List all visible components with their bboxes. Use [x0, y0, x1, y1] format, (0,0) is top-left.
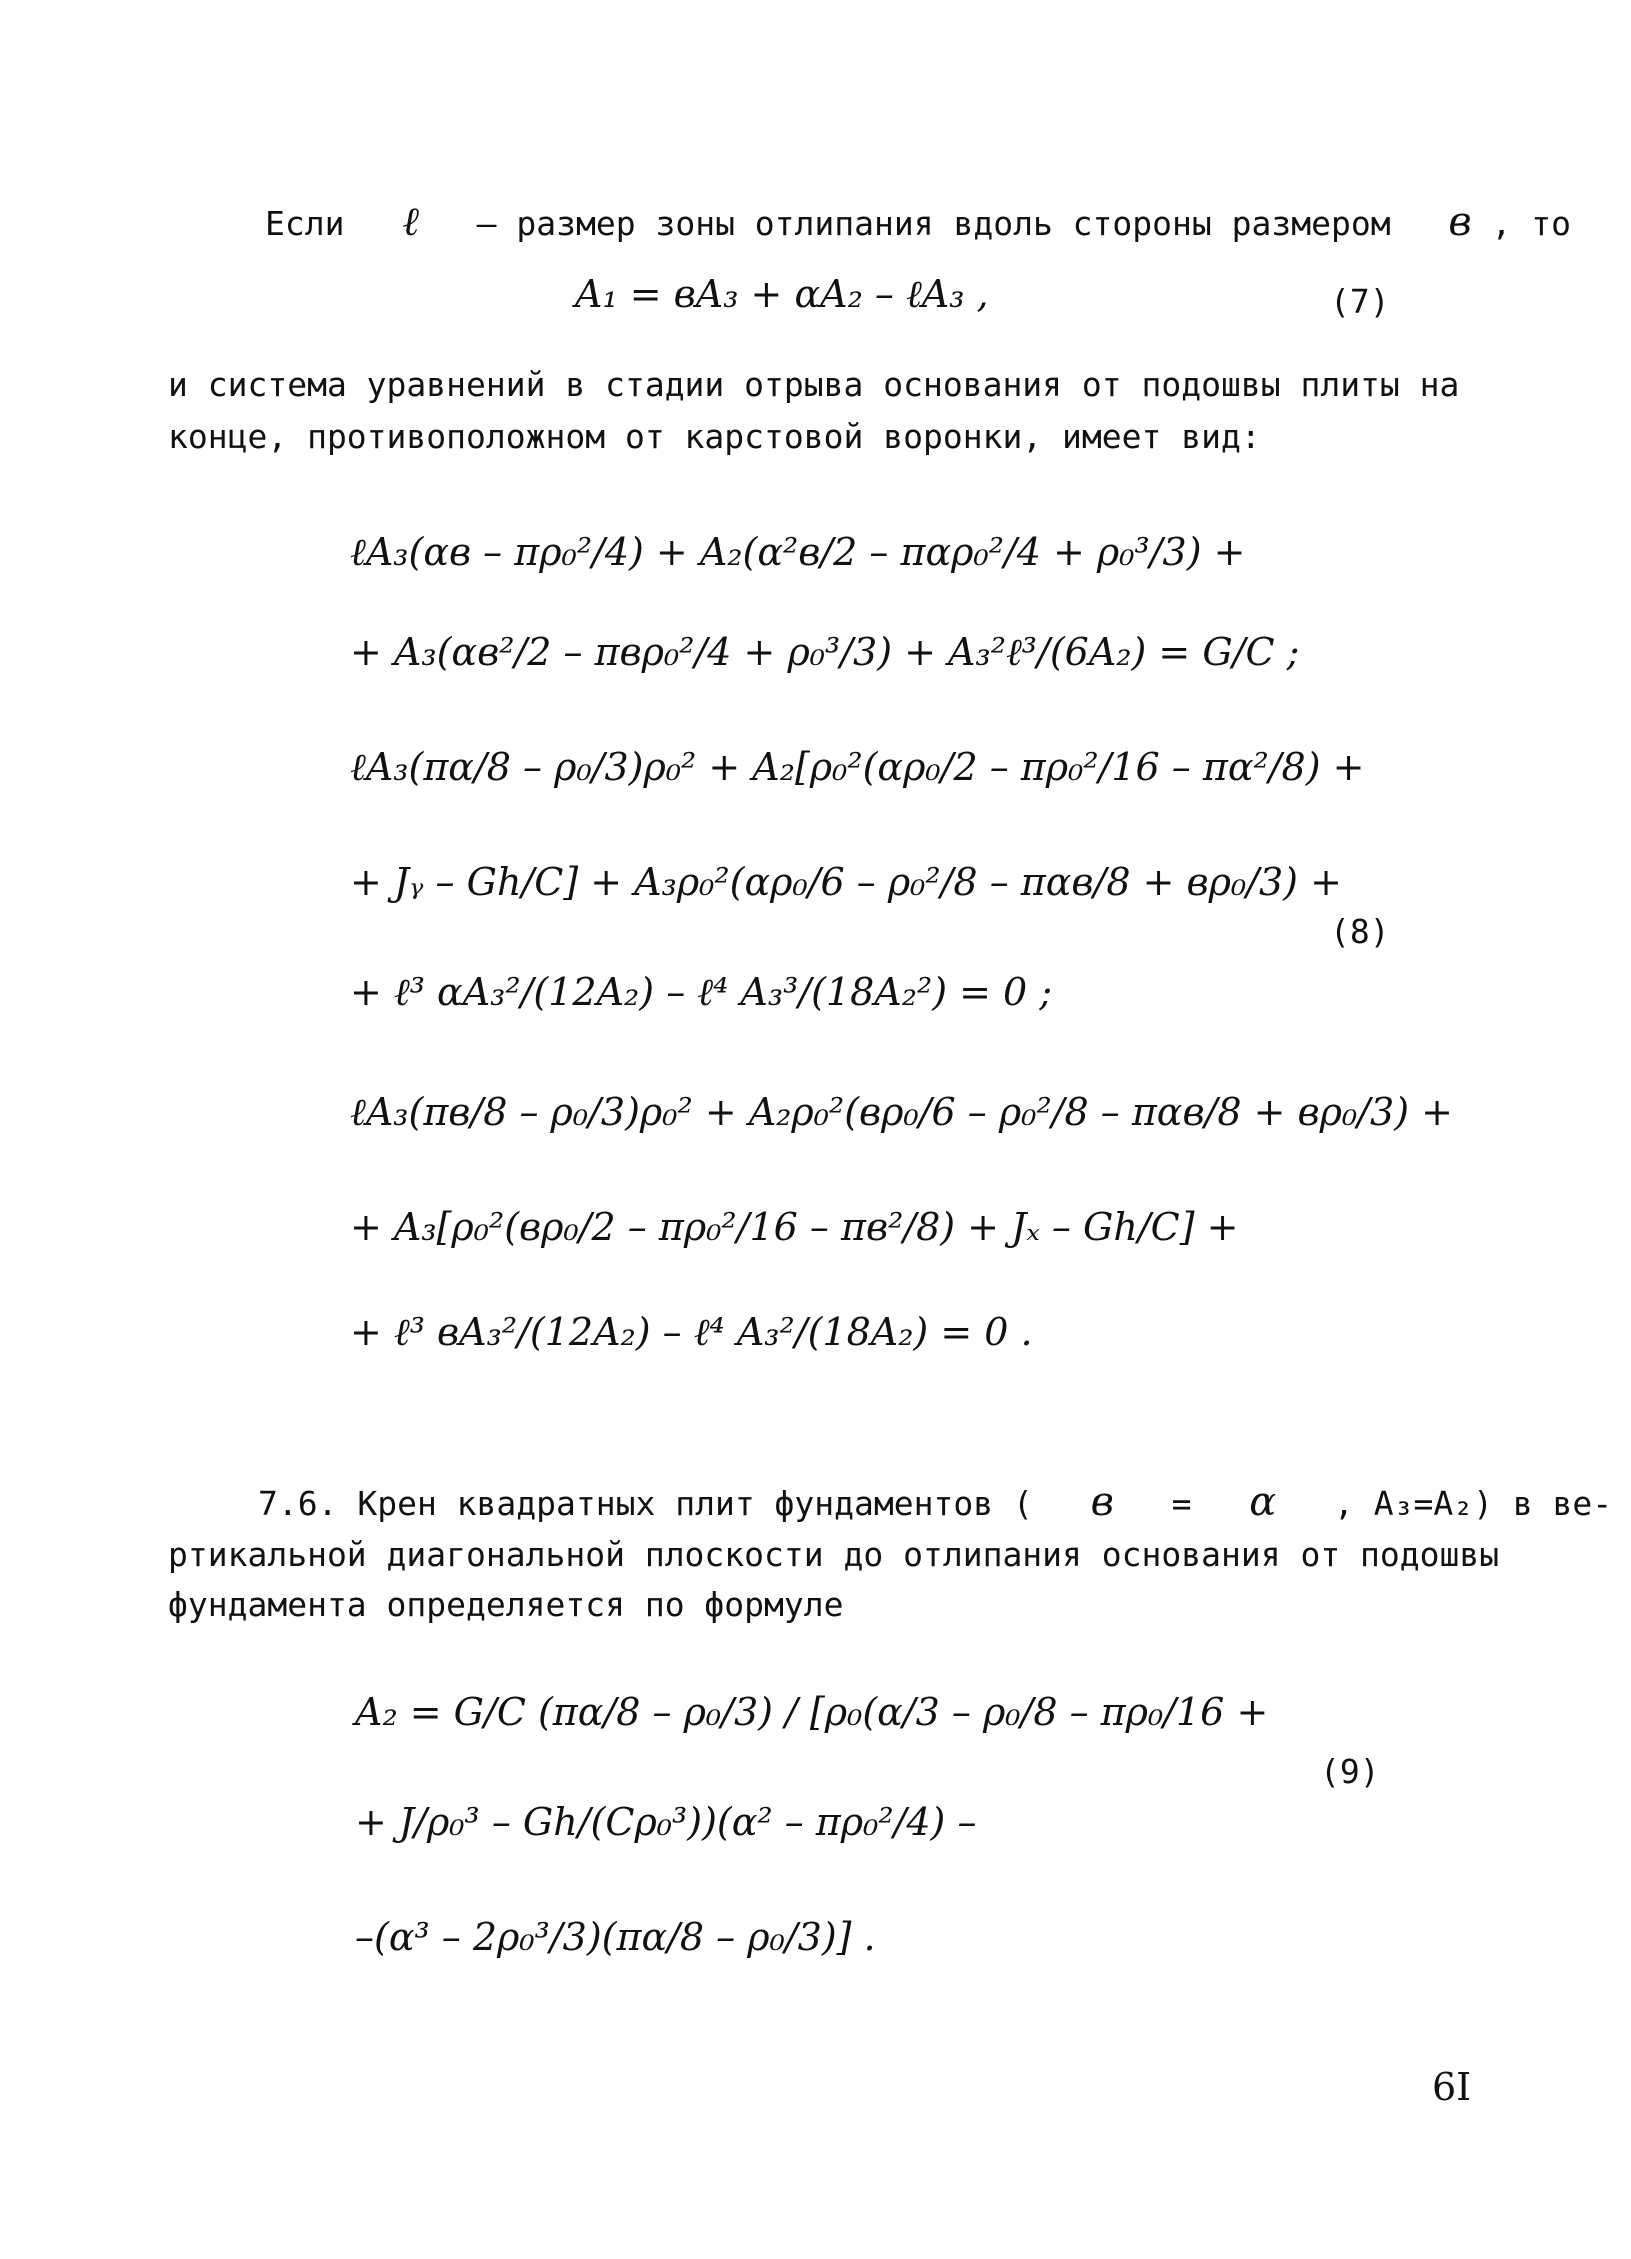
equation-9-line-3: –(α³ – 2ρ₀³/3)(πα/8 – ρ₀/3)] .	[355, 1915, 876, 1959]
equation-8-line-7: + A₃[ρ₀²(вρ₀/2 – πρ₀²/16 – πв²/8) + Jₓ – Gh/C] +	[350, 1205, 1239, 1249]
intro-line	[265, 198, 1571, 248]
system-text-line-2: конце, противоположном от карстовой воронки, имеет вид:	[168, 417, 1261, 456]
equation-8-line-6: ℓA₃(πв/8 – ρ₀/3)ρ₀² + A₂ρ₀²(вρ₀/6 – ρ₀²/8 – παв/8 + вρ₀/3) +	[350, 1090, 1453, 1134]
page-number: 6I	[1432, 2065, 1472, 2109]
symbol-b: в	[1448, 199, 1472, 245]
equation-8-line-3: ℓA₃(πα/8 – ρ₀/3)ρ₀² + A₂[ρ₀²(αρ₀/2 – πρ₀²/16 – πα²/8) +	[350, 745, 1365, 789]
equation-8-number: (8)	[1330, 912, 1390, 951]
symbol-b-76: в	[1090, 1479, 1114, 1525]
section-76-text-b: , A₃=A₂) в ве-	[1334, 1484, 1613, 1523]
equation-8-line-5: + ℓ³ αA₃²/(12A₂) – ℓ⁴ A₃³/(18A₂²) = 0 ;	[350, 970, 1053, 1014]
symbol-l: ℓ	[402, 199, 419, 245]
intro-text-3: , то	[1491, 204, 1571, 243]
equation-9-line-1: A₂ = G/C (πα/8 – ρ₀/3) / [ρ₀(α/3 – ρ₀/8 – πρ₀/16 +	[355, 1690, 1269, 1734]
section-76-line-2: ртикальной диагональной плоскости до отлипания основания от подошвы	[168, 1535, 1500, 1574]
system-text-line-1: и система уравнений в стадии отрыва основания от подошвы плиты на	[168, 365, 1460, 404]
equation-7: A₁ = вA₃ + αA₂ – ℓA₃ ,	[575, 272, 989, 316]
equation-9-line-2: + J/ρ₀³ – Gh/(Cρ₀³))(α² – πρ₀²/4) –	[355, 1800, 977, 1844]
equation-7-number: (7)	[1330, 282, 1390, 321]
intro-text-2: – размер зоны отлипания вдоль стороны размером	[476, 204, 1391, 243]
symbol-a-76: α	[1249, 1479, 1277, 1525]
equation-8-line-2: + A₃(αв²/2 – πвρ₀²/4 + ρ₀³/3) + A₃²ℓ³/(6A₂) = G/C ;	[350, 630, 1300, 674]
equation-8-line-8: + ℓ³ вA₃²/(12A₂) – ℓ⁴ A₃²/(18A₂) = 0 .	[350, 1310, 1033, 1354]
section-76-line-1	[258, 1478, 1612, 1528]
equation-9-number: (9)	[1320, 1752, 1380, 1791]
section-76-line-3: фундамента определяется по формуле	[168, 1585, 844, 1624]
equation-8-line-1: ℓA₃(αв – πρ₀²/4) + A₂(α²в/2 – παρ₀²/4 + ρ₀³/3) +	[350, 530, 1246, 574]
equation-8-line-4: + Jᵧ – Gh/C] + A₃ρ₀²(αρ₀/6 – ρ₀²/8 – παв/8 + вρ₀/3) +	[350, 860, 1342, 904]
equals-sign: =	[1171, 1484, 1192, 1523]
intro-text-1: Если	[265, 204, 345, 243]
section-76-text-a: 7.6. Крен квадратных плит фундаментов (	[258, 1484, 1033, 1523]
